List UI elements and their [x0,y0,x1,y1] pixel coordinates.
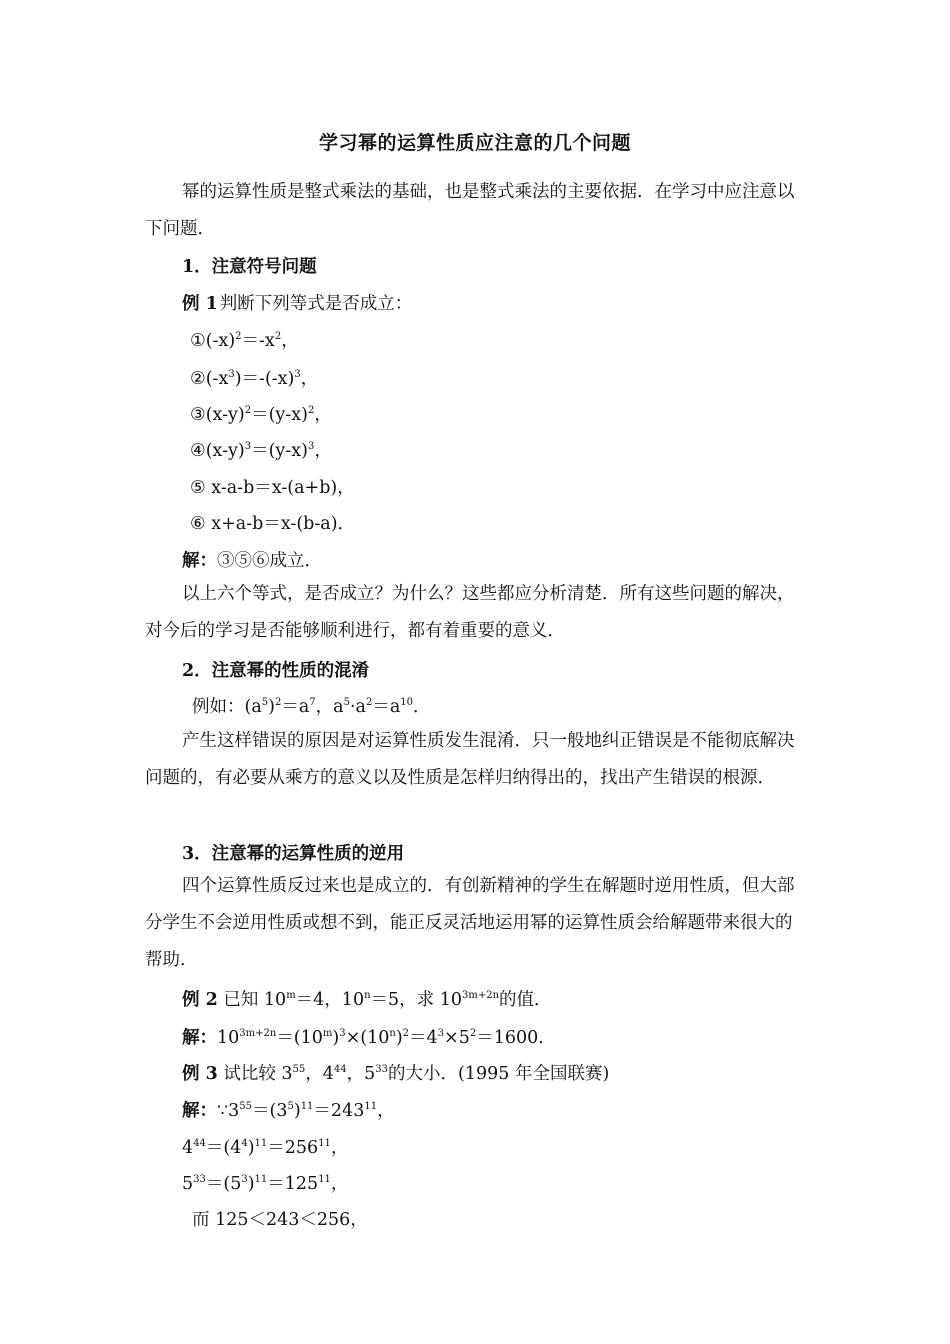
section-2-heading: 2．注意幂的性质的混淆 [182,661,370,681]
example-3-label: 例 3 [182,1064,218,1084]
equation-item [190,437,332,462]
text-fragment: ＝(5 [205,1174,242,1194]
solution-3-line-4: 而 125＜243＜256， [192,1210,368,1230]
section-3-text: 四个运算性质反过来也是成立的．有创新精神的学生在解题时逆用性质，但大部分学生不会逆用性质或想不到，能正反灵活地运用幂的运算性质会给解题带来很大的帮助． [145,876,795,970]
superscript: 5 [343,697,350,708]
superscript: 55 [292,1064,306,1075]
text-fragment: ， [330,1174,349,1194]
text-fragment: (x-y) [205,405,245,425]
text-fragment: ＝(y-x) [251,441,308,461]
equation-item [190,327,299,352]
superscript: 11 [254,1138,268,1149]
text-fragment: 4 [182,1138,194,1158]
example-1-label: 例 1 [182,294,218,314]
superscript: 3m+2n [239,1028,277,1039]
text-fragment: ， [281,331,299,351]
superscript: 3 [437,1028,445,1039]
superscript: 7 [309,697,316,708]
text-fragment: ) [395,1028,403,1048]
text-fragment: ＝4 [409,1028,438,1048]
equation-number: ① [190,331,206,351]
section-3-heading: 3．注意幂的运算性质的逆用 [182,844,405,864]
superscript: 11 [364,1101,378,1112]
equation-number: ⑥ [190,514,206,534]
solution-3-line-1 [182,1097,395,1122]
superscript: 2 [365,697,373,708]
text-fragment: ， [314,405,332,425]
equation-item [190,474,355,499]
equation-item [190,510,355,535]
solution-3-label: 解： [182,1101,217,1121]
equation-number: ④ [190,441,206,461]
superscript: 2 [274,697,282,708]
equation-item [190,401,332,426]
text-fragment: ) [247,1138,255,1158]
superscript: n [389,1028,396,1039]
text-fragment: ＝1600． [476,1028,556,1048]
text-fragment: (-x) [205,331,236,351]
text-fragment: 10 [217,1028,240,1048]
equation-number: ② [190,369,206,389]
text-fragment: )＝-(-x) [234,369,295,389]
text-fragment: 试比较 3 [217,1064,293,1084]
text-fragment: ) [247,1174,255,1194]
superscript: 11 [318,1138,331,1149]
superscript: m [322,1028,333,1039]
solution-3-text-1 [217,1101,395,1121]
text-fragment: ＝a [372,697,401,717]
solution-2-text [217,1028,556,1048]
text-fragment: (-x [205,369,229,389]
text-fragment: ＝125 [267,1174,319,1194]
superscript: 10 [400,697,414,708]
text-fragment: ·a [349,697,366,717]
section-2-text: 产生这样错误的原因是对运算性质发生混淆．只一般地纠正错误是不能彻底解决问题的，有必要从乘方的意义以及性质是怎样归纳得出的，找出产生错误的根源． [145,731,795,788]
text-fragment: ) [268,697,275,717]
superscript: 3m+2n [462,990,500,1001]
solution-3-text-3 [182,1174,348,1194]
equation-item [190,365,318,390]
text-fragment: 的值． [499,990,552,1010]
text-fragment: ， [300,369,319,389]
example-3-text [218,1064,610,1084]
text-fragment: (a [244,697,262,717]
superscript: 2 [274,331,282,342]
text-fragment: ) [293,1101,301,1121]
text-fragment: ＝-x [241,331,275,351]
superscript: 3 [228,369,235,380]
text-fragment: ， [314,441,332,461]
superscript: 11 [254,1174,268,1185]
text-fragment: ＝(y-x) [251,405,308,425]
superscript: 3 [339,1028,346,1039]
example-2-label: 例 2 [182,990,218,1010]
text-fragment: (x-y) [205,441,245,461]
text-fragment: ＝a [281,697,310,717]
text-fragment: ，5 [346,1064,376,1084]
page-title: 学习幂的运算性质应注意的几个问题 [318,132,631,154]
text-fragment: ＝4，10 [295,990,365,1010]
superscript: 4 [241,1138,248,1149]
example-1 [182,290,412,315]
superscript: n [364,990,371,1001]
intro-paragraph: 幂的运算性质是整式乘法的基础，也是整式乘法的主要依据．在学习中应注意以下问题． [145,182,795,239]
superscript: 3 [307,441,315,452]
equation-number: ③ [190,405,206,425]
text-fragment: ＝(3 [252,1101,288,1121]
text-fragment: ＝243 [313,1101,365,1121]
superscript: m [286,990,296,1001]
superscript: 2 [235,331,242,342]
superscript: 3 [244,441,252,452]
superscript: 3 [294,369,301,380]
solution-1 [182,547,322,572]
section-1-heading: 1．注意符号问题 [182,257,317,277]
superscript: 2 [402,1028,410,1039]
solution-3-line-2 [182,1134,348,1159]
text-fragment: ，4 [305,1064,334,1084]
text-fragment: ． [413,697,431,717]
superscript: 33 [375,1064,389,1075]
superscript: 44 [193,1138,206,1149]
superscript: 3 [241,1174,248,1185]
text-fragment: ×5 [444,1028,470,1048]
superscript: 33 [193,1174,206,1185]
text-fragment: ∵3 [217,1101,240,1121]
text-fragment: ) [332,1028,340,1048]
superscript: 55 [239,1101,253,1112]
superscript: 2 [469,1028,477,1039]
superscript: 2 [307,405,315,416]
solution-2-label: 解： [182,1028,217,1048]
equation-text: x-a-b＝x-(a+b)， [205,478,355,498]
superscript: 5 [261,697,269,708]
superscript: 11 [300,1101,314,1112]
superscript: 2 [244,405,252,416]
text-fragment: 已知 10 [217,990,287,1010]
equation-text: x+a-b＝x-(b-a)． [205,514,356,534]
text-fragment: ，a [315,697,344,717]
text-fragment: ＝(4 [205,1138,242,1158]
text-fragment: ×(10 [345,1028,390,1048]
text-fragment: ， [330,1138,349,1158]
example-1-text: 判断下列等式是否成立： [219,294,413,314]
solution-1-label: 解： [182,551,217,571]
text-fragment: ＝(10 [276,1028,323,1048]
solution-3-line-3 [182,1170,348,1195]
text-fragment: 的大小．(1995 年全国联赛) [388,1064,610,1084]
example-2 [182,986,552,1011]
section-2-example-prefix: 例如： [192,697,245,717]
example-3 [182,1060,609,1085]
section-2-example [192,693,431,718]
section-1-note: 以上六个等式，是否成立？为什么？这些都应分析清楚．所有这些问题的解决，对今后的学习是否能够顺利进行，都有着重要的意义． [145,584,795,641]
solution-2 [182,1024,556,1049]
text-fragment: ， [377,1101,395,1121]
solution-1-text: ③⑤⑥成立． [217,551,322,571]
text-fragment: 5 [182,1174,194,1194]
superscript: 11 [318,1174,331,1185]
solution-3-text-2 [182,1138,348,1158]
text-fragment: ＝256 [267,1138,319,1158]
superscript: 44 [333,1064,347,1075]
text-fragment: ＝5，求 10 [370,990,462,1010]
superscript: 5 [287,1101,294,1112]
section-2-example-formula [245,697,431,717]
equation-number: ⑤ [190,478,206,498]
example-2-text [218,990,552,1010]
